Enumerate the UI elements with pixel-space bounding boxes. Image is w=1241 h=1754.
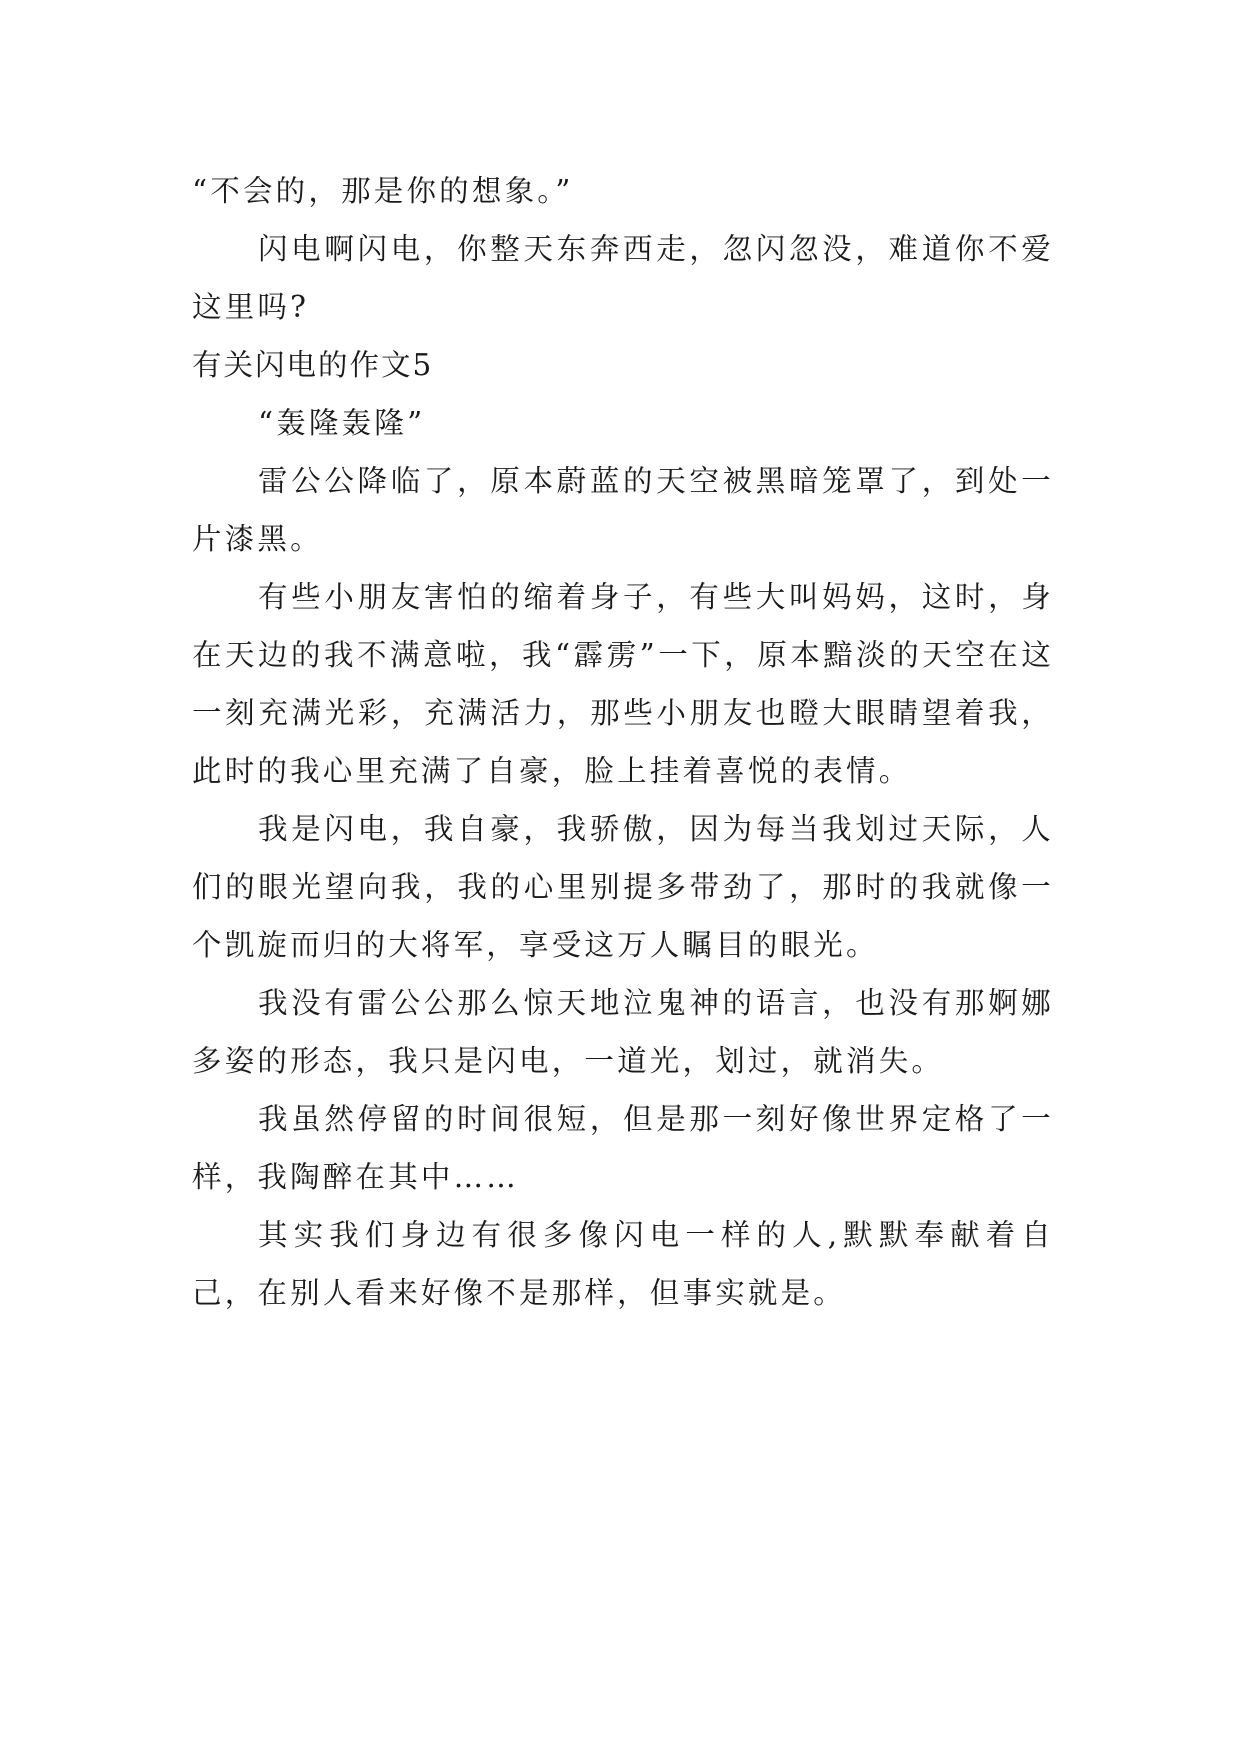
opening-quote: “不会的，那是你的想象。” (192, 174, 574, 208)
paragraph: 其实我们身边有很多像闪电一样的人,默默奉献着自己，在别人看来好像不是那样，但事实就是。 (192, 1218, 1054, 1310)
paragraph: 有些小朋友害怕的缩着身子，有些大叫妈妈，这时，身在天边的我不满意啦，我“霹雳”一下，原本黯淡的天空在这一刻充满光彩，充满活力，那些小朋友也瞪大眼睛望着我，此时的我心里充满了自豪，脸上挂着喜悦的表情。 (192, 580, 1054, 788)
paragraph: 雷公公降临了，原本蔚蓝的天空被黑暗笼罩了，到处一片漆黑。 (192, 464, 1054, 556)
paragraph: 我没有雷公公那么惊天地泣鬼神的语言，也没有那婀娜多姿的形态，我只是闪电，一道光，划过，就消失。 (192, 986, 1054, 1078)
section-title: 有关闪电的作文5 (192, 348, 434, 382)
essay-body (192, 162, 1054, 1322)
onomatopoeia-line: “轰隆轰隆” (258, 406, 426, 440)
paragraph: 闪电啊闪电，你整天东奔西走，忽闪忽没，难道你不爱这里吗? (192, 232, 1054, 324)
paragraph: 我是闪电，我自豪，我骄傲，因为每当我划过天际，人们的眼光望向我，我的心里别提多带劲了，那时的我就像一个凯旋而归的大将军，享受这万人瞩目的眼光。 (192, 812, 1054, 962)
paragraph: 我虽然停留的时间很短，但是那一刻好像世界定格了一样，我陶醉在其中…… (192, 1102, 1054, 1194)
